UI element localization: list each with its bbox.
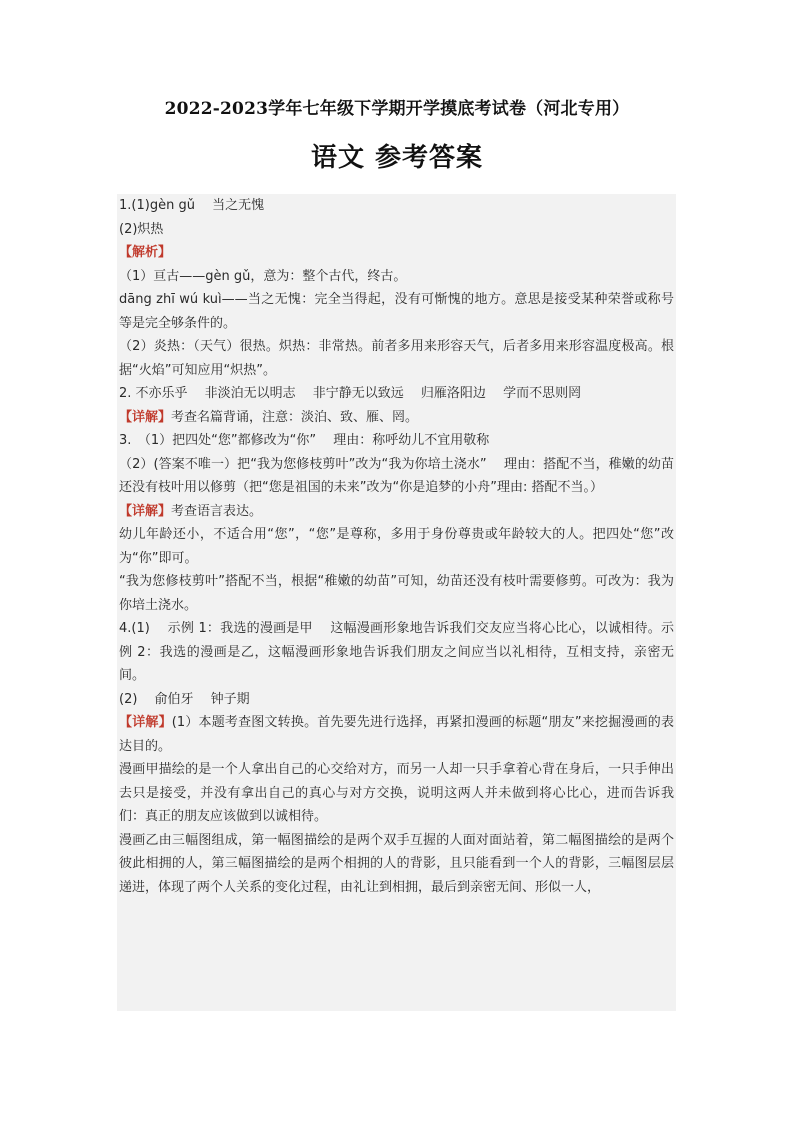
answer-line: 4.(1) 示例 1：我选的漫画是甲 这幅漫画形象地告诉我们交友应当将心比心，以诚相待。示例 2：我选的漫画是乙，这幅漫画形象地告诉我们朋友之间应当以礼相待，互相支持，亲密无间。	[119, 621, 674, 683]
answer-line: (2)炽热	[119, 221, 164, 237]
answer-line: 3. （1）把四处“您”都修改为“你” 理由：称呼幼儿不宜用敬称	[119, 433, 490, 448]
answer-line: 漫画乙由三幅图组成，第一幅图描绘的是两个双手互握的人面对面站着，第二幅图描绘的是两个彼此相拥的人，第三幅图描绘的是两个相拥的人的背影，且只能看到一个人的背影，三幅图层层递进，体现了两个人关系的变化过程，由礼让到相拥，最后到亲密无间、形似一人，	[119, 832, 674, 895]
document-subtitle: 语文 参考答案	[310, 143, 484, 173]
page-header	[0, 96, 794, 178]
answer-line: 【详解】(1）本题考查图文转换。首先要先进行选择，再紧扣漫画的标题“朋友”来挖掘漫画的表达目的。	[119, 715, 674, 754]
answer-line: dāng zhī wú kuì——当之无愧：完全当得起，没有可惭愧的地方。意思是接受某种荣誉或称号等是完全够条件的。	[119, 292, 674, 331]
answer-line: 【详解】考查语言表达。	[119, 503, 263, 519]
answer-line: (2) 俞伯牙 钟子期	[119, 691, 250, 707]
answer-line: （2）(答案不唯一）把“我为您修枝剪叶”改为“我为你培土浇水” 理由：搭配不当，稚嫩的幼苗还没有枝叶用以修剪（把“您是祖国的未来”改为“你是追梦的小舟”理由: 搭配不当。）	[119, 456, 674, 495]
detail-tag: 【详解】	[119, 409, 172, 425]
answer-line: 幼儿年龄还小，不适合用“您”，“您”是尊称，多用于身份尊贵或年龄较大的人。把四处“您”改为“你”即可。	[119, 527, 674, 566]
answer-line: “我为您修枝剪叶”搭配不当，根据“稚嫩的幼苗”可知，幼苗还没有枝叶需要修剪。可改为：我为你培土浇水。	[119, 574, 674, 613]
detail-tag: 【详解】	[119, 503, 172, 519]
answer-line: （1）亘古——gèn gǔ，意为：整个古代，终古。	[119, 268, 407, 284]
answer-line: 漫画甲描绘的是一个人拿出自己的心交给对方，而另一人却一只手拿着心背在身后，一只手伸出去只是接受，并没有拿出自己的真心与对方交换，说明这两人并未做到将心比心，进而告诉我们：真正的朋友应该做到以诚相待。	[119, 762, 674, 824]
answer-line: 1.(1)gèn gǔ 当之无愧	[119, 198, 265, 213]
document-title: 2022-2023学年七年级下学期开学摸底考试卷（河北专用）	[164, 99, 630, 119]
answer-line: 2. 不亦乐乎 非淡泊无以明志 非宁静无以致远 归雁洛阳边 学而不思则罔	[119, 386, 582, 401]
analysis-tag: 【解析】	[119, 245, 172, 260]
answer-content	[117, 194, 676, 1011]
detail-tag: 【详解】	[119, 715, 172, 730]
answer-line: （2）炎热：（天气）很热。炽热：非常热。前者多用来形容天气，后者多用来形容温度极高。根据“火焰”可知应用“炽热”。	[119, 339, 674, 378]
answer-line: 【详解】考查名篇背诵，注意：淡泊、致、雁、罔。	[119, 409, 419, 425]
answer-line	[117, 241, 676, 265]
